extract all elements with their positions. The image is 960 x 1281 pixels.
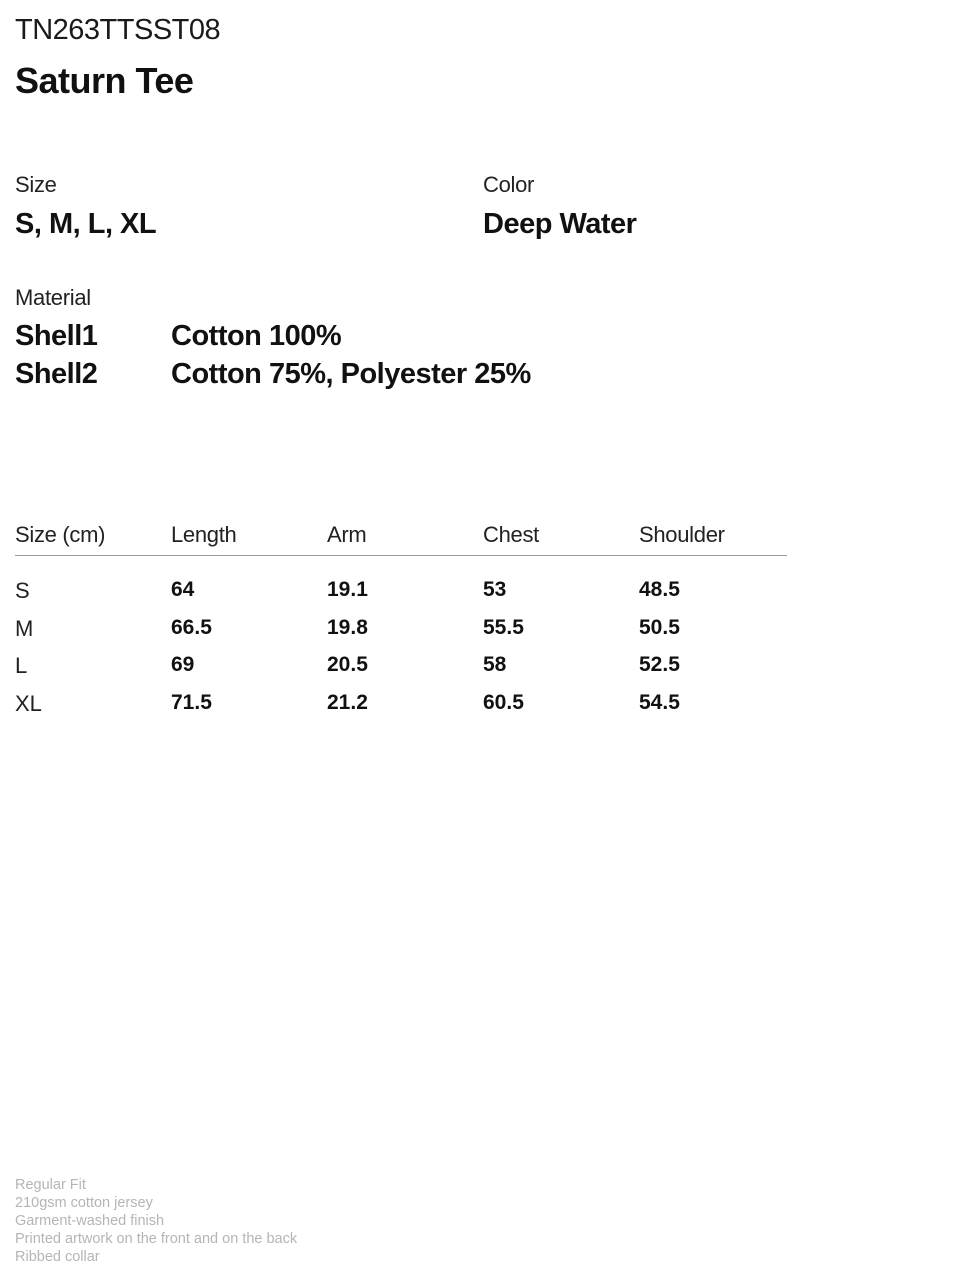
cell-shoulder: 52.5 [639, 653, 680, 676]
header-size: Size (cm) [15, 522, 106, 547]
cell-arm: 19.8 [327, 615, 368, 639]
material-shell1-composition: Cotton 100% [171, 320, 342, 352]
material-shell2-composition: Cotton 75%, Polyester 25% [171, 358, 531, 390]
cell-arm: 21.2 [327, 690, 368, 714]
cell-arm: 19.1 [327, 578, 368, 601]
cell-length: 71.5 [171, 690, 212, 714]
table-row [15, 610, 787, 648]
feature-item: Regular Fit [15, 1177, 86, 1193]
feature-item: Printed artwork on the front and on the back [15, 1231, 298, 1247]
color-label: Color [483, 172, 535, 197]
feature-list [15, 1176, 297, 1266]
header-arm: Arm [327, 522, 367, 547]
size-value: S, M, L, XL [15, 208, 157, 240]
table-row [15, 647, 787, 685]
material-shell1-name: Shell1 [15, 320, 98, 352]
cell-arm: 20.5 [327, 653, 368, 676]
cell-size: L [15, 653, 28, 678]
cell-shoulder: 54.5 [639, 690, 680, 714]
cell-length: 69 [171, 653, 195, 676]
material-label: Material [15, 285, 91, 310]
product-title: Saturn Tee [15, 60, 194, 101]
cell-size: M [15, 615, 34, 641]
header-shoulder: Shoulder [639, 522, 725, 547]
size-label: Size [15, 172, 57, 197]
header-length: Length [171, 522, 237, 547]
header-chest: Chest [483, 522, 539, 547]
cell-chest: 58 [483, 653, 507, 676]
color-value: Deep Water [483, 208, 637, 240]
feature-item: Ribbed collar [15, 1249, 100, 1265]
cell-length: 64 [171, 578, 195, 601]
cell-chest: 53 [483, 578, 507, 601]
cell-size: S [15, 578, 30, 603]
material-shell2-name: Shell2 [15, 358, 98, 390]
product-code: TN263TTSST08 [15, 14, 221, 46]
size-table-header [15, 522, 787, 556]
size-table [15, 522, 787, 722]
cell-chest: 55.5 [483, 615, 524, 639]
table-row [15, 685, 787, 723]
cell-shoulder: 50.5 [639, 615, 680, 639]
cell-chest: 60.5 [483, 690, 524, 714]
feature-item: 210gsm cotton jersey [15, 1195, 153, 1211]
cell-shoulder: 48.5 [639, 578, 680, 601]
table-row [15, 572, 787, 610]
feature-item: Garment-washed finish [15, 1213, 165, 1229]
cell-length: 66.5 [171, 615, 212, 639]
cell-size: XL [15, 690, 42, 716]
